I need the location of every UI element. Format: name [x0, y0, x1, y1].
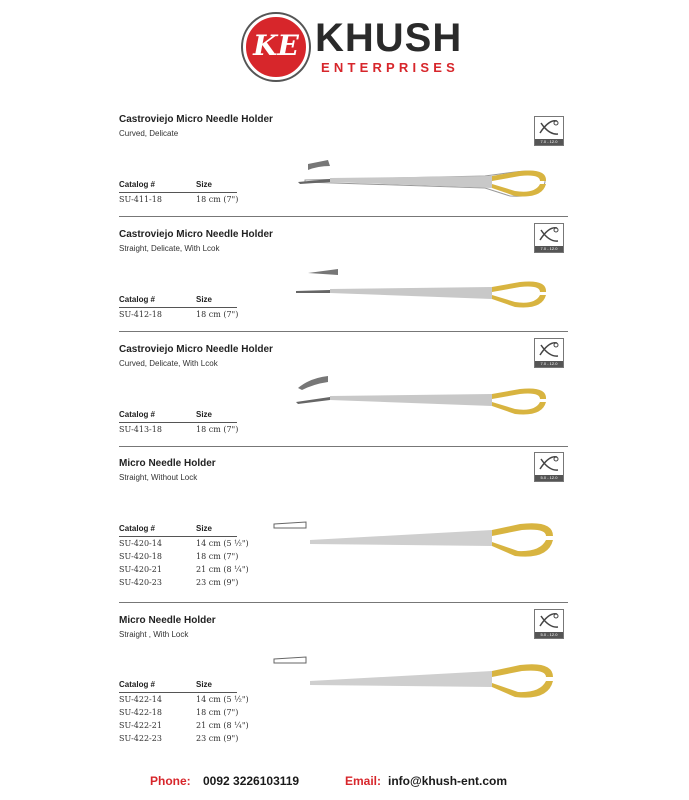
icon-label: 7.0 - 12.0 [535, 139, 563, 145]
email-address[interactable]: info@khush-ent.com [388, 774, 508, 788]
email-label: Email: [345, 774, 382, 788]
catalog-table [119, 524, 249, 589]
curved-locking-needle-holder-image [270, 372, 570, 427]
catalog-number: SU-420-14 [119, 539, 162, 548]
table-row [119, 732, 237, 745]
straight-needle-holder-image [270, 265, 570, 320]
catalog-table [119, 180, 237, 206]
size-value: 23 cm (9") [196, 578, 239, 587]
product-subtitle: Straight, Without Lock [119, 473, 198, 482]
section-divider [119, 602, 568, 603]
suture-range-icon [534, 452, 564, 482]
size-value: 18 cm (7") [196, 310, 239, 319]
company-logo [243, 14, 463, 80]
catalog-number: SU-422-18 [119, 708, 162, 717]
catalog-table [119, 680, 249, 745]
suture-range-icon [534, 338, 564, 368]
section-divider [119, 216, 568, 217]
catalog-number: SU-422-23 [119, 734, 162, 743]
catalog-number: SU-412-18 [119, 310, 162, 319]
product-subtitle: Straight , With Lock [119, 630, 189, 639]
size-col-header: Size [196, 524, 213, 533]
table-row [119, 537, 249, 550]
catalog-number: SU-413-18 [119, 425, 162, 434]
brand-name: KHUSH [315, 16, 463, 60]
suture-range-icon [534, 116, 564, 146]
contact-footer [0, 774, 689, 794]
catalog-table [119, 295, 237, 321]
table-row [119, 423, 237, 436]
size-value: 18 cm (7") [196, 708, 239, 717]
phone-number[interactable]: 0092 3226103119 [203, 774, 300, 788]
catalog-col-header: Catalog # [119, 295, 156, 304]
catalog-number: SU-420-21 [119, 565, 162, 574]
icon-label: 5.0 - 12.0 [535, 475, 563, 481]
size-col-header: Size [196, 295, 213, 304]
product-title: Castroviejo Micro Needle Holder [119, 344, 273, 355]
icon-label: 7.0 - 12.0 [535, 246, 563, 252]
icon-label: 5.0 - 12.0 [535, 632, 563, 638]
product-title: Castroviejo Micro Needle Holder [119, 114, 273, 125]
table-row [119, 193, 237, 206]
catalog-col-header: Catalog # [119, 680, 156, 689]
brand-tagline: ENTERPRISES [321, 60, 459, 75]
catalog-table-header [119, 180, 237, 193]
catalog-col-header: Catalog # [119, 180, 156, 189]
micro-needle-holder-with-lock-image [270, 655, 570, 710]
section-divider [119, 446, 568, 447]
catalog-table-header [119, 680, 237, 693]
size-col-header: Size [196, 680, 213, 689]
size-col-header: Size [196, 410, 213, 419]
size-value: 18 cm (7") [196, 552, 239, 561]
table-row [119, 706, 237, 719]
table-row [119, 308, 237, 321]
catalog-number: SU-422-21 [119, 721, 162, 730]
catalog-table-header [119, 524, 237, 537]
table-row [119, 693, 249, 706]
catalog-number: SU-420-23 [119, 578, 162, 587]
catalog-number: SU-422-14 [119, 695, 162, 704]
table-row [119, 550, 237, 563]
product-subtitle: Straight, Delicate, With Lcok [119, 244, 220, 253]
product-title: Micro Needle Holder [119, 615, 216, 626]
table-row [119, 719, 249, 732]
product-subtitle: Curved, Delicate, With Lcok [119, 359, 218, 368]
size-col-header: Size [196, 180, 213, 189]
table-row [119, 563, 249, 576]
size-value: 14 cm (5 ½") [196, 539, 249, 548]
catalog-table [119, 410, 237, 436]
suture-range-icon [534, 223, 564, 253]
catalog-number: SU-420-18 [119, 552, 162, 561]
catalog-col-header: Catalog # [119, 410, 156, 419]
size-value: 21 cm (8 ¼") [196, 565, 249, 574]
curved-needle-holder-image [270, 154, 570, 209]
table-row [119, 576, 237, 589]
product-title: Castroviejo Micro Needle Holder [119, 229, 273, 240]
size-value: 21 cm (8 ¼") [196, 721, 249, 730]
icon-label: 7.0 - 12.0 [535, 361, 563, 367]
size-value: 18 cm (7") [196, 195, 239, 204]
phone-label: Phone: [150, 774, 191, 788]
catalog-table-header [119, 410, 237, 423]
catalog-table-header [119, 295, 237, 308]
suture-range-icon [534, 609, 564, 639]
size-value: 23 cm (9") [196, 734, 239, 743]
size-value: 18 cm (7") [196, 425, 239, 434]
catalog-number: SU-411-18 [119, 195, 162, 204]
micro-needle-holder-no-lock-image [270, 516, 570, 571]
size-value: 14 cm (5 ½") [196, 695, 249, 704]
section-divider [119, 331, 568, 332]
product-title: Micro Needle Holder [119, 458, 216, 469]
logo-monogram: KE [253, 29, 299, 62]
product-subtitle: Curved, Delicate [119, 129, 179, 138]
catalog-col-header: Catalog # [119, 524, 156, 533]
